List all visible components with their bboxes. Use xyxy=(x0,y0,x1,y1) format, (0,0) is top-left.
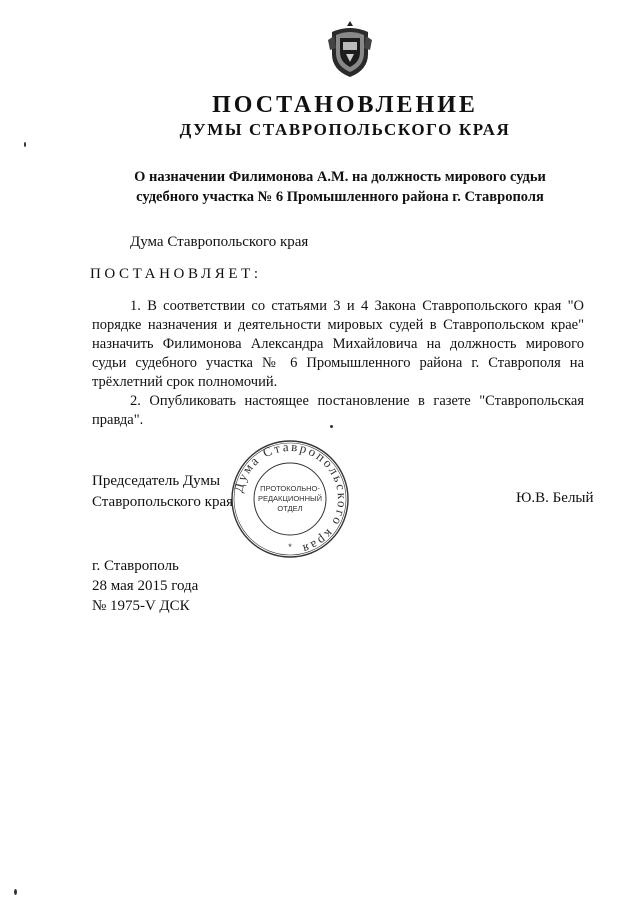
footer-number: № 1975-V ДСК xyxy=(92,598,190,614)
scan-speck xyxy=(330,425,333,428)
footer-city: г. Ставрополь xyxy=(92,558,179,574)
footer-date: 28 мая 2015 года xyxy=(92,578,199,594)
document-heading xyxy=(128,167,552,207)
official-stamp xyxy=(228,437,352,561)
document-subtitle: ДУМЫ СТАВРОПОЛЬСКОГО КРАЯ xyxy=(179,120,511,139)
signatory-name: Ю.В. Белый xyxy=(516,490,594,506)
scan-speck xyxy=(24,142,26,147)
paragraph-2: 2. Опубликовать настоящее постановление в газете "Ставропольская правда". xyxy=(92,393,584,428)
decree-body xyxy=(92,297,584,430)
stamp-star-icon: * xyxy=(288,542,292,552)
scan-speck xyxy=(14,889,17,895)
document-title: ПОСТАНОВЛЕНИЕ xyxy=(212,92,478,118)
document-footer xyxy=(92,556,198,616)
stamp-inner-line-3: ОТДЕЛ xyxy=(277,504,303,513)
stamp-inner-line-1: ПРОТОКОЛЬНО- xyxy=(260,484,320,493)
heading-line-1: О назначении Филимонова А.М. на должность мирового судьи xyxy=(134,169,546,185)
issuing-organization: Дума Ставропольского края xyxy=(130,234,309,250)
decree-word: ПОСТАНОВЛЯЕТ: xyxy=(90,266,262,282)
coat-of-arms-emblem xyxy=(328,20,372,78)
heading-line-2: судебного участка № 6 Промышленного района г. Ставрополя xyxy=(136,189,544,205)
signatory-position xyxy=(92,471,233,513)
position-line-2: Ставропольского края xyxy=(92,494,233,510)
stamp-inner-line-2: РЕДАКЦИОННЫЙ xyxy=(257,494,323,503)
paragraph-1: 1. В соответствии со статьями 3 и 4 Закона Ставропольского края "О порядке назначения и деятельности мировых судей в Ставропольском крае" назначить Филимонова Александра Михайловича на должность мирового судьи судебного участка № 6 Промышленного района г. Ставрополя на трёхлетний срок полномочий. xyxy=(92,298,584,390)
stamp-ring-text: Дума Ставропольского края xyxy=(230,438,351,558)
position-line-1: Председатель Думы xyxy=(92,473,221,489)
